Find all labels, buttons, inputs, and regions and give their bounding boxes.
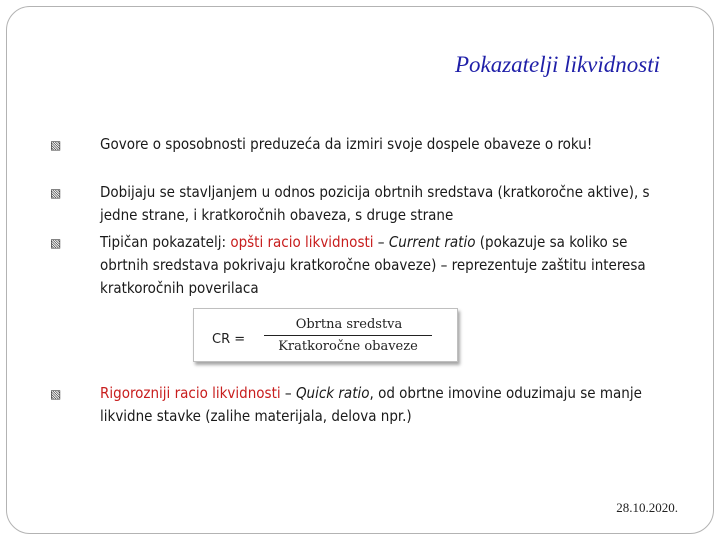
bullet-text-3 — [100, 231, 680, 300]
formula-label: CR = — [212, 332, 246, 347]
bullet-icon: ▧ — [50, 387, 62, 401]
bullet-3-dash: – — [373, 233, 389, 251]
bullet-icon: ▧ — [50, 186, 62, 200]
bullet-icon: ▧ — [50, 236, 62, 250]
current-ratio-term: opšti racio likvidnosti — [230, 233, 374, 251]
slide-date: 28.10.2020. — [616, 500, 678, 515]
current-ratio-english: Current ratio — [388, 233, 476, 251]
slide-title: Pokazatelji likvidnosti — [454, 52, 660, 77]
quick-ratio-english: Quick ratio — [295, 384, 370, 402]
fraction-line — [264, 335, 432, 336]
formula-numerator: Obrtna sredstva — [295, 317, 403, 332]
bullet-text-2: Dobijaju se stavljanjem u odnos pozicija obrtnih sredstava (kratkoročne aktive), s jedne strane, i kratkoročnih obaveza, s druge strane — [100, 183, 650, 224]
bullet-4-rest: , od obrtne imovine oduzimaju se manje likvidne stavke (zalihe materijala, delova npr.) — [100, 384, 642, 425]
bullet-3-prefix: Tipičan pokazatelj: — [100, 233, 231, 251]
bullet-text-1: Govore o sposobnosti preduzeća da izmiri svoje dospele obaveze o roku! — [100, 135, 593, 153]
bullet-icon: ▧ — [50, 138, 62, 152]
formula-denominator: Kratkoročne obaveze — [278, 339, 418, 354]
bullet-text-4 — [100, 382, 680, 428]
bullet-3-rest: (pokazuje sa koliko se obrtnih sredstava pokrivaju kratkoročne obaveze) – reprezentuje zaštitu interesa kratkoročnih poverilaca — [100, 233, 646, 297]
quick-ratio-term: Rigorozniji racio likvidnosti — [100, 384, 281, 402]
formula-box — [193, 308, 458, 362]
bullet-4-dash: – — [280, 384, 296, 402]
